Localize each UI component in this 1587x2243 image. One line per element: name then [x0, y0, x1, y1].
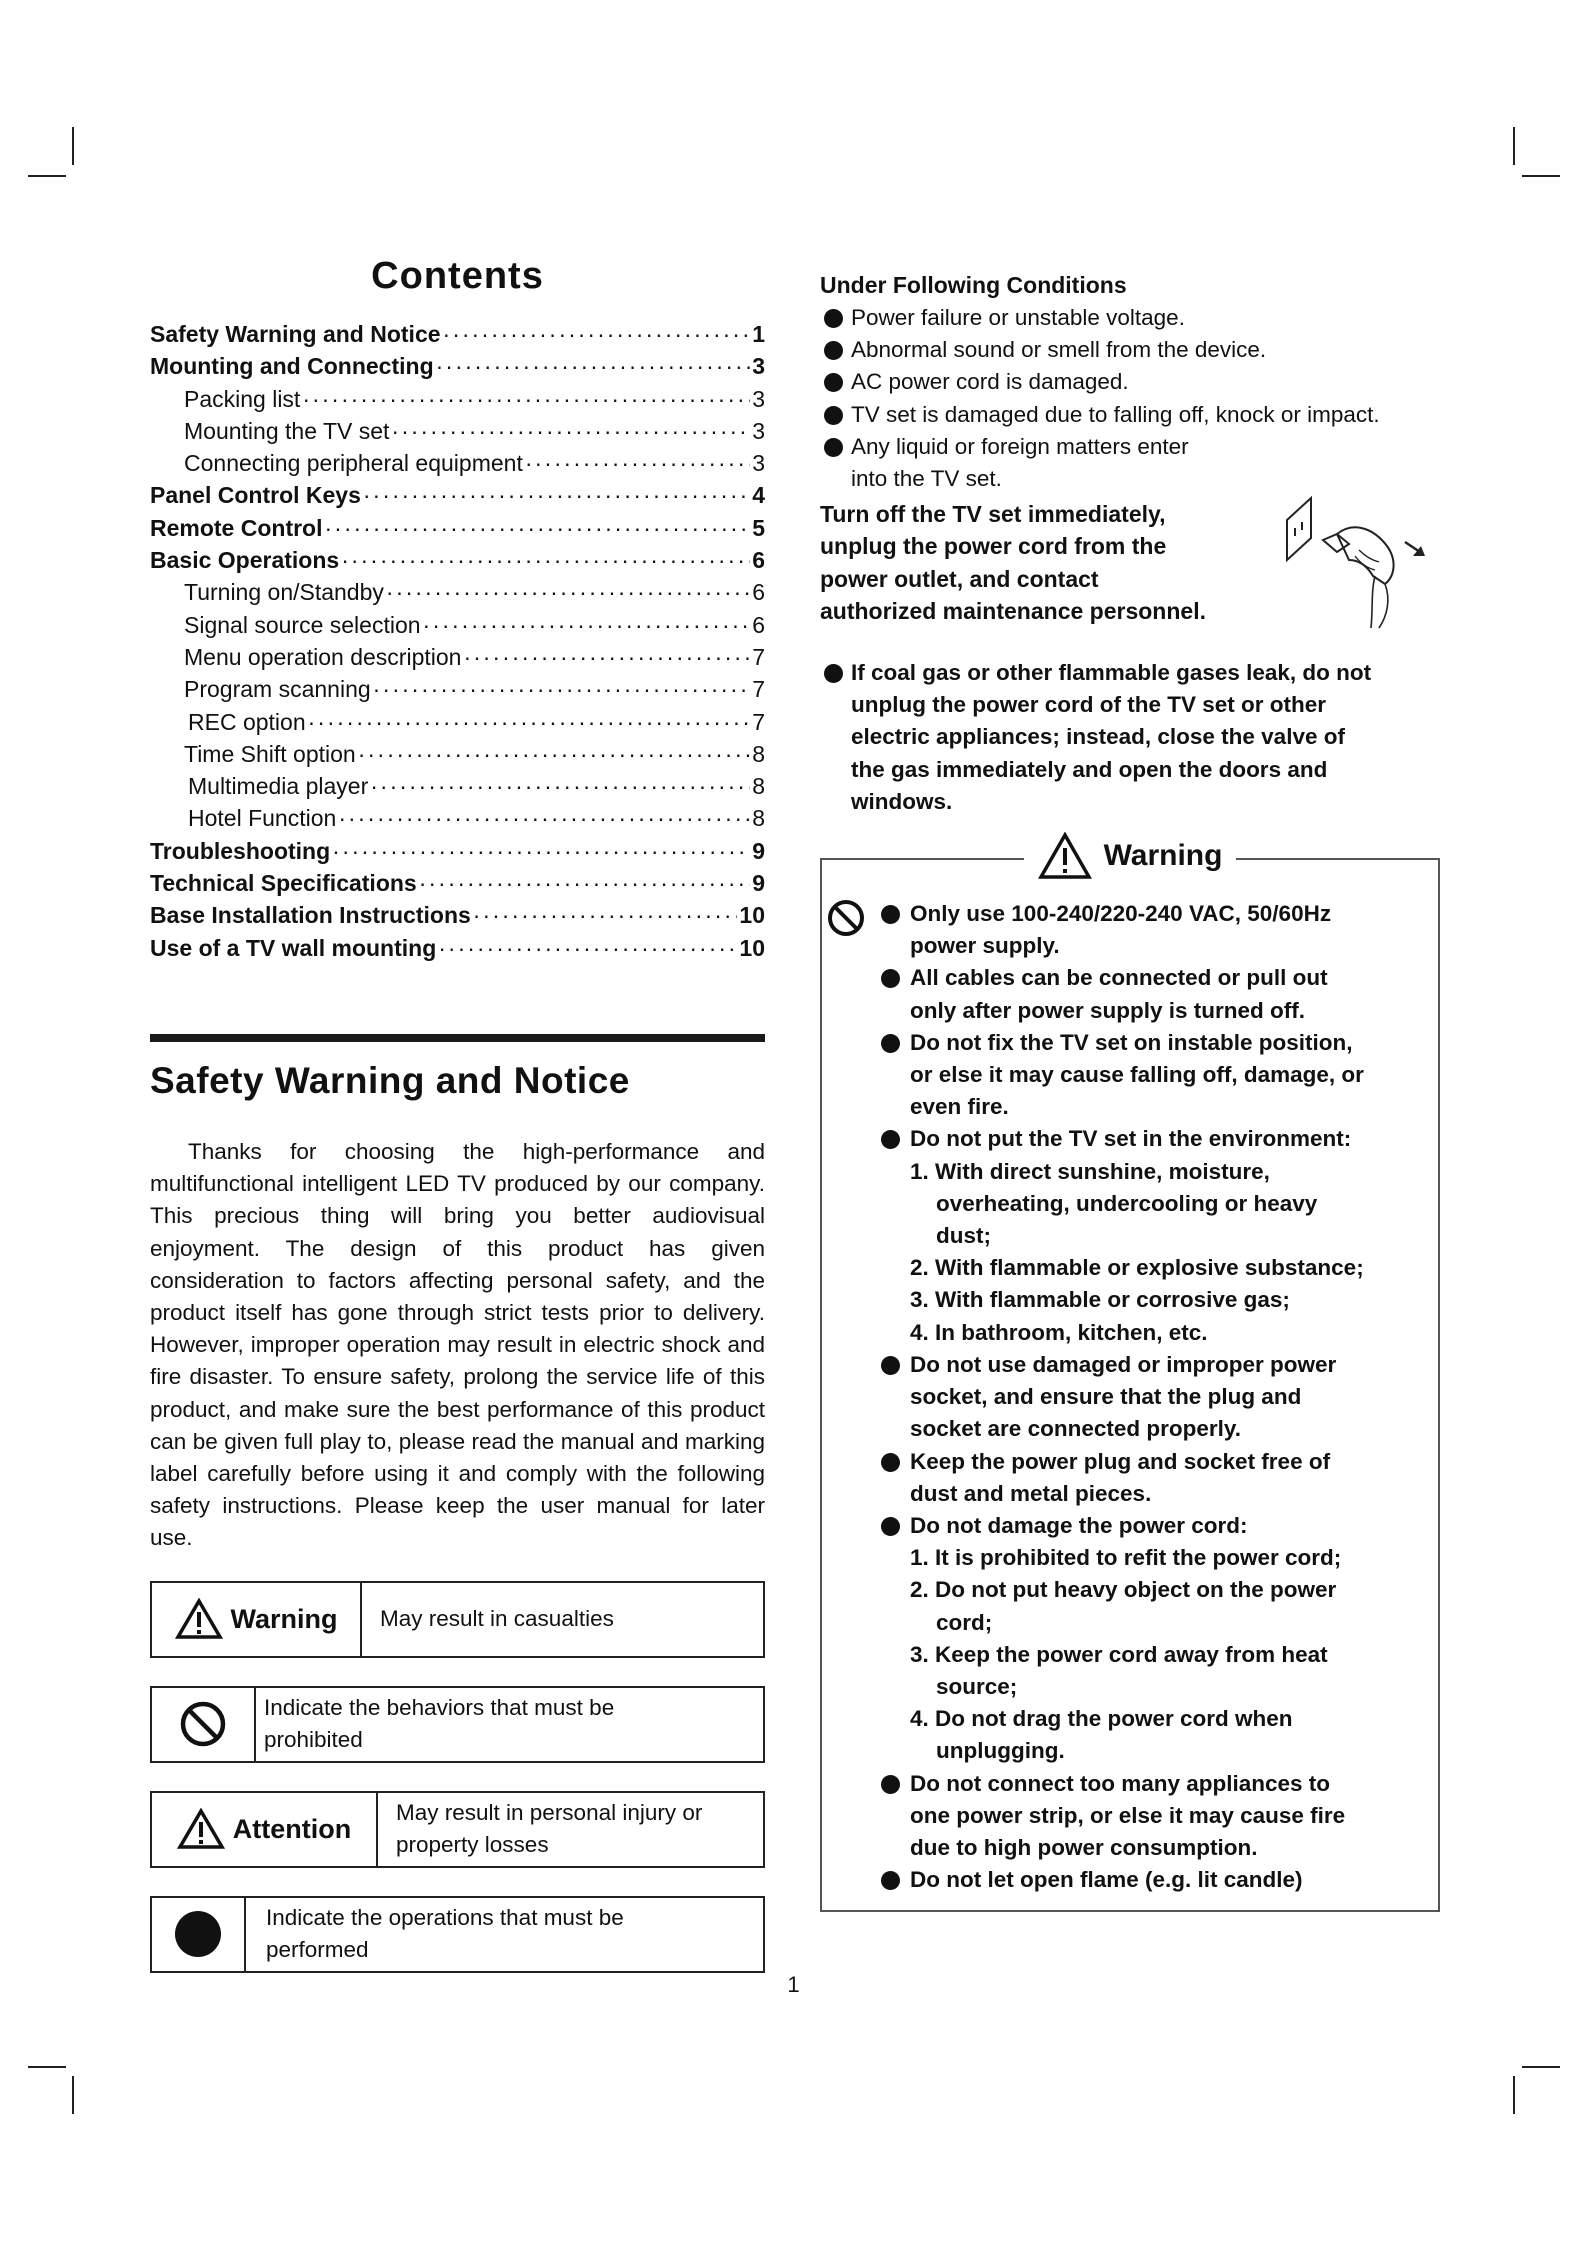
crop-mark — [1513, 127, 1515, 165]
warning-item: Do not connect too many appliances to — [822, 1768, 1428, 1800]
toc-leader-dots — [419, 867, 750, 899]
legend-perform — [150, 1896, 765, 1973]
toc-leader-dots — [325, 512, 751, 544]
legend-attention-label-cell — [152, 1793, 378, 1866]
warning-subitem-continued: dust; — [936, 1223, 991, 1249]
toc-entry-label: Packing list — [184, 385, 301, 412]
warning-subitem-continued: cord; — [936, 1609, 993, 1635]
toc-leader-dots — [358, 738, 750, 770]
condition-item-continued: into the TV set. — [851, 466, 1002, 492]
warning-subitem-continued: unplugging. — [936, 1738, 1065, 1764]
toc-entry-label: Menu operation description — [184, 643, 462, 670]
toc-entry-page: 8 — [752, 805, 765, 832]
toc-leader-dots — [473, 899, 738, 931]
warning-subitem: 1. It is prohibited to refit the power cord; — [910, 1545, 1342, 1571]
gas-leak-line: windows. — [851, 788, 953, 814]
warning-item-continued: dust and metal pieces. — [910, 1480, 1152, 1506]
toc-leader-dots — [341, 544, 750, 576]
toc-entry — [150, 447, 765, 479]
legend-warning-label: Warning — [230, 1603, 338, 1634]
warning-subitem: 2. With flammable or explosive substance; — [910, 1255, 1364, 1281]
warning-item-continued: socket are connected properly. — [910, 1416, 1241, 1442]
condition-item: Power failure or unstable voltage. — [820, 302, 1440, 334]
toc-entry-label: Multimedia player — [188, 773, 369, 800]
toc-entry-label: Hotel Function — [188, 805, 337, 832]
gas-leak-line: If coal gas or other flammable gases leak, do not — [820, 657, 1440, 689]
toc-entry-label: Use of a TV wall mounting — [150, 934, 437, 961]
toc-entry-page: 4 — [752, 482, 765, 509]
legend-warning — [150, 1581, 765, 1658]
page-number: 1 — [787, 1972, 800, 1997]
toc-entry — [150, 609, 765, 641]
toc-entry-page: 6 — [752, 547, 765, 574]
warning-item: Do not put the TV set in the environment: — [822, 1123, 1428, 1155]
toc-entry-label: Troubleshooting — [150, 837, 331, 864]
turn-off-line: authorized maintenance personnel. — [820, 597, 1206, 624]
warning-item-continued: due to high power consumption. — [910, 1834, 1258, 1860]
section-divider — [150, 1034, 765, 1042]
prohibited-icon — [179, 1700, 227, 1748]
warning-item: Do not use damaged or improper power — [822, 1349, 1428, 1381]
toc-entry — [150, 512, 765, 544]
toc-leader-dots — [308, 706, 751, 738]
crop-mark — [1522, 2066, 1560, 2068]
toc-entry — [150, 641, 765, 673]
warning-item-continued: even fire. — [910, 1094, 1009, 1120]
crop-mark — [72, 127, 74, 165]
toc-entry — [150, 706, 765, 738]
safety-section-title: Safety Warning and Notice — [150, 1059, 630, 1101]
crop-mark — [28, 2066, 66, 2068]
turn-off-line: unplug the power cord from the — [820, 533, 1167, 560]
toc-entry — [150, 383, 765, 415]
toc-entry-label: Program scanning — [184, 676, 371, 703]
toc-entry-label: Signal source selection — [184, 611, 421, 638]
legend-warning-text: May result in casualties — [380, 1606, 614, 1632]
legend-attention-text — [378, 1793, 702, 1866]
filled-circle-icon — [173, 1909, 223, 1959]
toc-leader-dots — [438, 932, 737, 964]
warning-item: Do not let open flame (e.g. lit candle) — [822, 1864, 1428, 1896]
legend-perform-text-line: performed — [266, 1937, 369, 1963]
warning-subitem-continued: overheating, undercooling or heavy — [936, 1190, 1318, 1216]
toc-entry — [150, 867, 765, 899]
toc-leader-dots — [370, 770, 750, 802]
warning-item: Do not damage the power cord: — [822, 1510, 1428, 1542]
warning-subitem-continued: source; — [936, 1673, 1018, 1699]
turn-off-line: power outlet, and contact — [820, 565, 1099, 592]
left-column — [150, 255, 765, 1973]
toc-entry — [150, 770, 765, 802]
legend-attention — [150, 1791, 765, 1868]
warning-box-header — [822, 832, 1438, 880]
warning-box-content — [822, 898, 1428, 1896]
legend-perform-icon-cell — [152, 1898, 246, 1971]
toc-entry-label: Safety Warning and Notice — [150, 321, 441, 347]
toc-entry-page: 9 — [752, 837, 765, 864]
warning-subitem: 2. Do not put heavy object on the power — [910, 1577, 1337, 1603]
toc-leader-dots — [391, 415, 750, 447]
toc-entry — [150, 415, 765, 447]
contents-title: Contents — [371, 255, 544, 297]
toc-leader-dots — [363, 479, 750, 511]
legend-prohibited-icon-cell — [152, 1688, 256, 1761]
crop-mark — [1513, 2076, 1515, 2114]
warning-item-continued: or else it may cause falling off, damage, or — [910, 1062, 1364, 1088]
gas-leak-line: the gas immediately and open the doors and — [851, 756, 1328, 782]
toc-entry-page: 6 — [752, 611, 765, 638]
toc-entry-label: Remote Control — [150, 514, 323, 541]
toc-entry-label: REC option — [188, 708, 306, 735]
warning-item-text: Only use — [910, 901, 1012, 927]
toc-entry — [150, 673, 765, 705]
crop-mark — [72, 2076, 74, 2114]
crop-mark — [28, 175, 66, 177]
warning-item — [822, 898, 1428, 930]
toc-leader-dots — [443, 318, 751, 350]
toc-entry — [150, 802, 765, 834]
toc-entry — [150, 932, 765, 964]
toc-entry-page: 8 — [752, 773, 765, 800]
legend-attention-text-line: May result in personal injury or — [396, 1800, 703, 1826]
toc-leader-dots — [332, 835, 750, 867]
warning-triangle-icon — [177, 1808, 225, 1850]
legend-prohibited-text-line: Indicate the behaviors that must be — [264, 1695, 615, 1721]
warning-triangle-icon — [175, 1598, 223, 1640]
right-column — [820, 272, 1440, 1912]
toc-entry — [150, 544, 765, 576]
toc-leader-dots — [338, 802, 750, 834]
turn-off-line: Turn off the TV set immediately, — [820, 501, 1166, 528]
toc-entry-page: 6 — [752, 579, 765, 606]
safety-intro-paragraph: Thanks for choosing the high-performance and multifunctional intelligent LED TV produced by our company. This precious thing will bring you better audiovisual enjoyment. The design of this product has given consideration to factors affecting personal safety, and the product itself has gone through strict tests prior to delivery. However, improper operation may result in electric shock and fire disaster. To ensure safety, prolong the service life of this product, and make sure the best performance of this product can be given full play to, please read the manual and marking label carefully before using it and comply with the following safety instructions. Please keep the user manual for later use. — [150, 1138, 765, 1551]
toc-entry-label: Connecting peripheral equipment — [184, 450, 523, 477]
toc-entry-page: 9 — [752, 870, 765, 897]
toc-leader-dots — [436, 350, 751, 382]
legend-warning-label-cell — [152, 1583, 362, 1656]
warning-item: Keep the power plug and socket free of — [822, 1446, 1428, 1478]
legend-perform-text — [246, 1898, 624, 1971]
gas-leak-notice — [820, 657, 1440, 818]
warning-subitem: 4. In bathroom, kitchen, etc. — [910, 1319, 1208, 1345]
warning-subitem: 4. Do not drag the power cord when — [910, 1706, 1293, 1732]
toc-leader-dots — [525, 447, 750, 479]
warning-subitem: 1. With direct sunshine, moisture, — [910, 1158, 1270, 1184]
toc-entry-label: Technical Specifications — [150, 870, 417, 897]
warning-box-title: Warning — [1103, 839, 1223, 873]
toc-entry-page: 7 — [752, 643, 765, 670]
warning-item-continued: power supply. — [910, 933, 1060, 959]
condition-item: Abnormal sound or smell from the device. — [820, 334, 1440, 366]
toc-entry — [150, 835, 765, 867]
unplug-illustration — [1275, 490, 1435, 630]
toc-entry — [150, 738, 765, 770]
toc-entry-page: 7 — [752, 708, 765, 735]
legend-attention-label: Attention — [232, 1813, 352, 1844]
toc-entry-label: Basic Operations — [150, 547, 340, 574]
toc-leader-dots — [463, 641, 750, 673]
toc-leader-dots — [373, 673, 751, 705]
toc-entry-label: Base Installation Instructions — [150, 902, 471, 929]
toc-entry — [150, 350, 765, 382]
toc-entry-page: 5 — [752, 514, 765, 541]
toc-entry-label: Panel Control Keys — [150, 482, 361, 509]
warning-item: All cables can be connected or pull out — [822, 962, 1428, 994]
toc-entry-page: 3 — [752, 353, 765, 380]
toc-entry — [150, 318, 765, 350]
warning-item: Do not fix the TV set on instable position, — [822, 1027, 1428, 1059]
condition-item: Any liquid or foreign matters enter — [820, 431, 1440, 463]
toc-entry-page: 1 — [752, 321, 765, 347]
legend-prohibited-text — [256, 1688, 614, 1761]
legend-perform-text-line: Indicate the operations that must be — [266, 1905, 624, 1931]
toc-entry-page: 7 — [752, 676, 765, 703]
warning-item-continued: only after power supply is turned off. — [910, 997, 1306, 1023]
crop-mark — [1522, 175, 1560, 177]
warning-box — [820, 839, 1440, 1912]
warning-subitem: 3. With flammable or corrosive gas; — [910, 1287, 1290, 1313]
warning-triangle-icon — [1038, 832, 1092, 880]
toc-entry — [150, 479, 765, 511]
toc-entry-page: 3 — [752, 417, 765, 444]
toc-entry-page: 10 — [739, 902, 765, 929]
warning-subitem: 3. Keep the power cord away from heat — [910, 1641, 1328, 1667]
condition-item: AC power cord is damaged. — [820, 366, 1440, 398]
toc-entry — [150, 576, 765, 608]
toc-entry-label: Turning on/Standby — [184, 579, 384, 606]
toc-entry-page: 10 — [739, 934, 765, 961]
voltage-spec: 100-240/220-240 VAC, 50/60Hz — [1011, 901, 1332, 927]
toc-entry-page: 8 — [752, 740, 765, 767]
turn-off-instruction — [820, 498, 1440, 627]
gas-leak-line: unplug the power cord of the TV set or other — [851, 692, 1327, 718]
gas-leak-line: electric appliances; instead, close the valve of — [851, 724, 1345, 750]
table-of-contents — [150, 318, 765, 964]
legend-attention-text-line: property losses — [396, 1832, 549, 1858]
toc-entry-label: Mounting and Connecting — [150, 353, 434, 380]
toc-entry-label: Time Shift option — [184, 740, 356, 767]
toc-entry-page: 3 — [752, 385, 765, 412]
conditions-title: Under Following Conditions — [820, 272, 1127, 298]
toc-leader-dots — [302, 383, 750, 415]
toc-entry-page: 3 — [752, 450, 765, 477]
toc-entry-label: Mounting the TV set — [184, 417, 390, 444]
condition-item: TV set is damaged due to falling off, knock or impact. — [820, 399, 1440, 431]
legend-prohibited — [150, 1686, 765, 1763]
toc-leader-dots — [423, 609, 751, 641]
toc-leader-dots — [386, 576, 750, 608]
toc-entry — [150, 899, 765, 931]
warning-item-continued: one power strip, or else it may cause fire — [910, 1802, 1346, 1828]
warning-item-continued: socket, and ensure that the plug and — [910, 1384, 1302, 1410]
legend-prohibited-text-line: prohibited — [264, 1727, 363, 1753]
